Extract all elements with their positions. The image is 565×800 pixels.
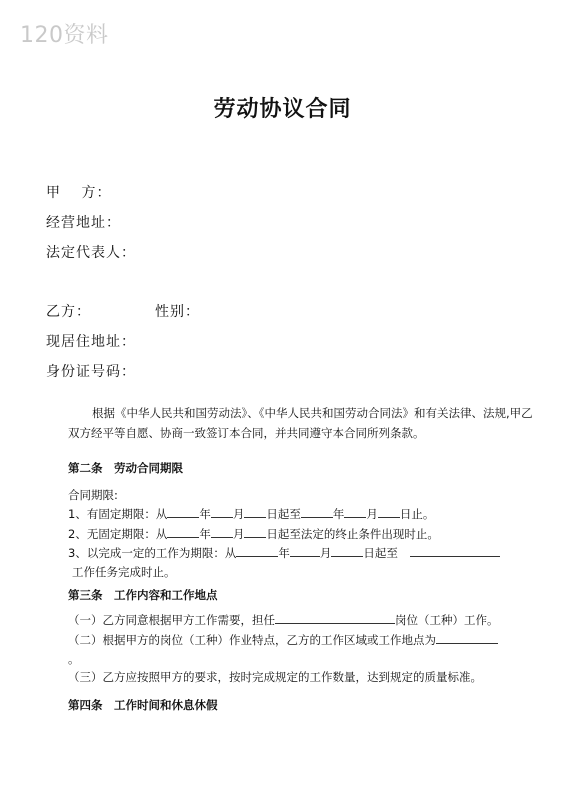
intro-line-2: 双方经平等自愿、协商一致签订本合同，并共同遵守本合同所列条款。: [68, 426, 425, 440]
party-a-label: 甲 方：: [46, 185, 112, 201]
party-a-representative-label: 法定代表人：: [46, 245, 136, 261]
term-task-line-cont: 工作任务完成时止。: [72, 565, 176, 579]
party-b-address-label: 现居住地址：: [46, 334, 136, 350]
work-location-line-end: 。: [68, 652, 80, 666]
watermark: 120资料: [20, 23, 109, 48]
document-title: 劳动协议合同: [213, 97, 352, 122]
work-location-line: （二）根据甲方的岗位（工种）作业特点，乙方的工作区域或工作地点为: [68, 632, 498, 648]
article-2-heading: 第二条 劳动合同期限: [68, 461, 183, 475]
article-3-heading: 第三条 工作内容和工作地点: [68, 588, 218, 602]
party-a-address-label: 经营地址：: [46, 215, 121, 231]
party-b-gender-label: 性别：: [155, 304, 200, 320]
article-4-heading: 第四条 工作时间和休息休假: [68, 698, 218, 712]
term-task-line: 3、以完成一定的工作为期限：从 年 月 日起至: [68, 545, 500, 561]
term-fixed-line: 1、有固定期限：从 年 月 日起至 年 月 日止。: [68, 507, 435, 521]
job-position-line: （一）乙方同意根据甲方工作需要，担任 岗位（工种）工作。: [68, 613, 499, 627]
party-b-label: 乙方：: [46, 304, 91, 320]
term-open-ended-line: 2、无固定期限：从 年 月 日起至法定的终止条件出现时止。: [68, 527, 439, 541]
intro-line-1: 根据《中华人民共和国劳动法》、《中华人民共和国劳动合同法》和有关法律、法规,甲乙: [92, 406, 533, 420]
work-quota-line: （三）乙方应按照甲方的要求，按时完成规定的工作数量，达到规定的质量标准。: [68, 670, 482, 684]
party-b-id-label: 身份证号码：: [46, 364, 136, 380]
contract-period-label: 合同期限:: [68, 488, 118, 502]
